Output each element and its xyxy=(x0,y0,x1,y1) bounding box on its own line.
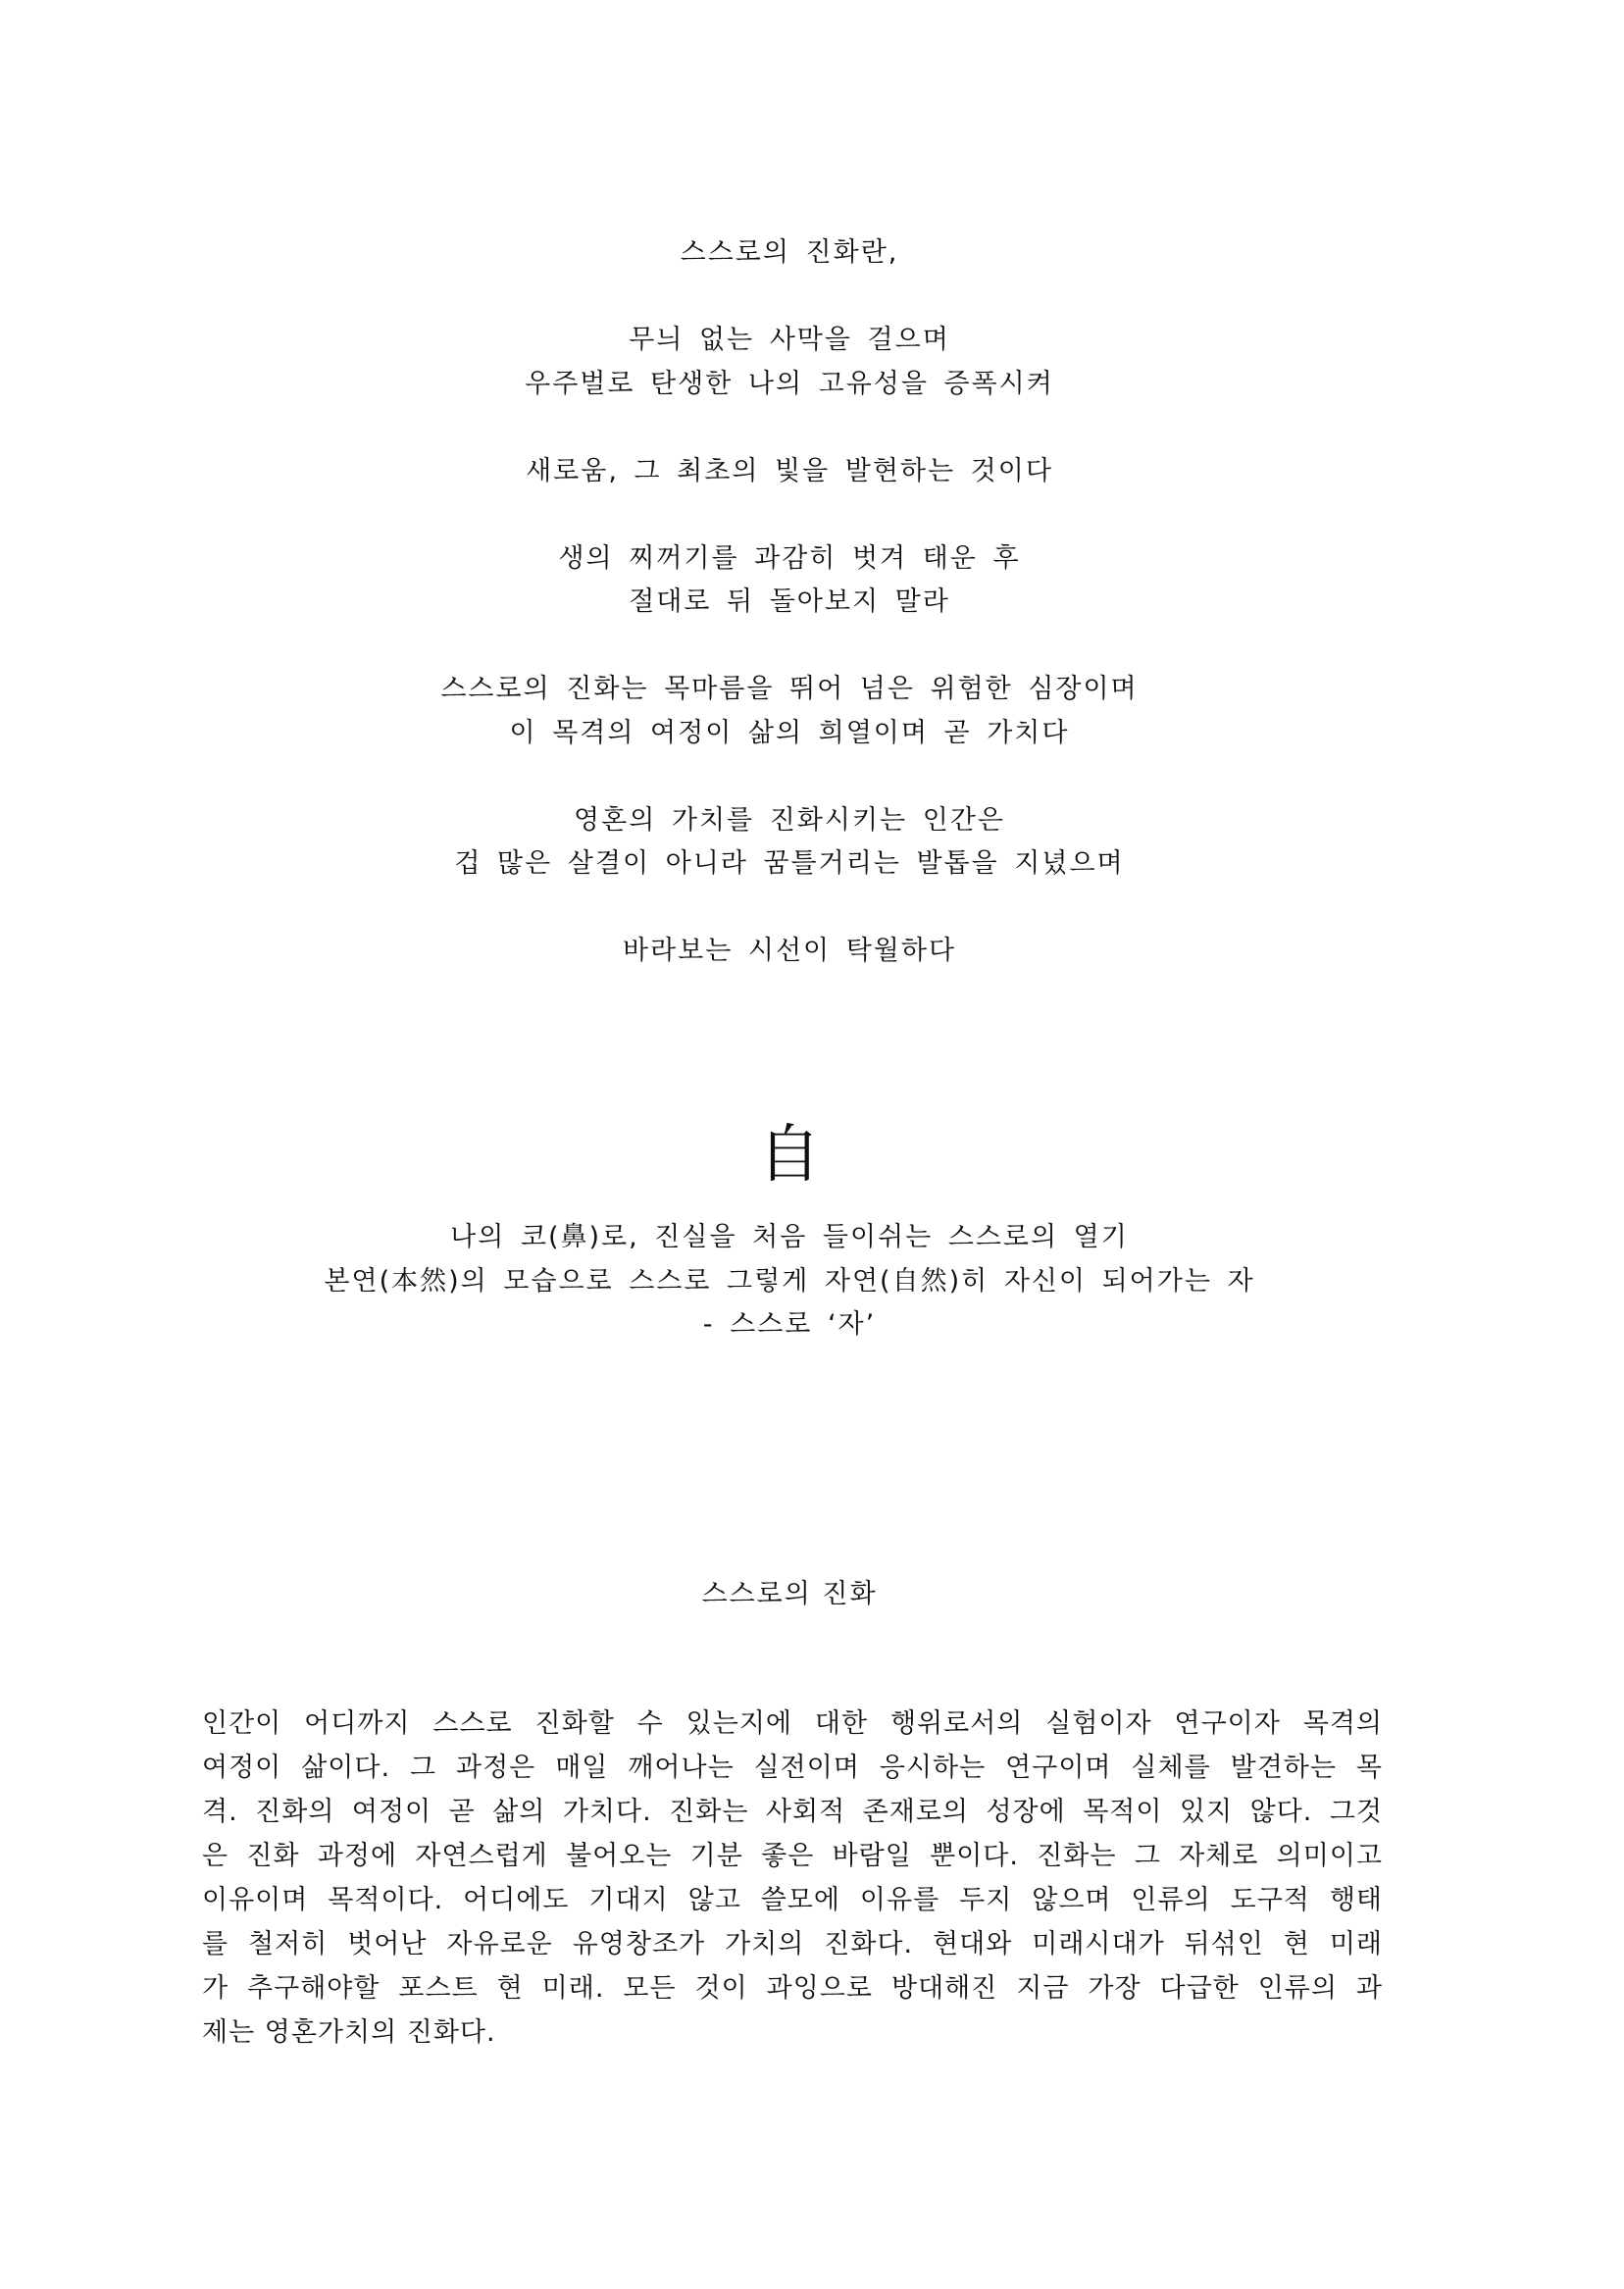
poem-line: 이 목격의 여정이 삶의 희열이며 곧 가치다 xyxy=(509,717,1070,748)
essay-line: 은 진화 과정에 자연스럽게 불어오는 기분 좋은 바람일 뿐이다. 진화는 그 자체로 의미이고 xyxy=(202,1841,1383,1871)
essay-body xyxy=(202,1702,1383,2055)
essay-line: 여정이 삶이다. 그 과정은 매일 깨어나는 실전이며 응시하는 연구이며 실체를 발견하는 목 xyxy=(202,1753,1383,1783)
poem-line: 생의 찌꺼기를 과감히 벗겨 태운 후 xyxy=(558,542,1021,574)
definition-line: - 스스로 ‘자’ xyxy=(702,1309,877,1340)
essay-line: 이유이며 목적이다. 어디에도 기대지 않고 쓸모에 이유를 두지 않으며 인류의 도구적 행태 xyxy=(202,1885,1383,1915)
definition-line: 나의 코(鼻)로, 진실을 처음 들이쉬는 스스로의 열기 xyxy=(450,1222,1129,1252)
stanza-gap xyxy=(0,887,1579,931)
poem-line: 바라보는 시선이 탁월하다 xyxy=(622,936,957,966)
essay-line: 제는 영혼가치의 진화다. xyxy=(202,2017,496,2048)
poem-line: 스스로의 진화란, xyxy=(680,237,899,268)
poem xyxy=(0,231,1579,974)
essay-line: 인간이 어디까지 스스로 진화할 수 있는지에 대한 행위로서의 실험이자 연구이자 목격의 xyxy=(202,1708,1383,1739)
hanja-definition xyxy=(0,1216,1579,1348)
hanja-character: 自 xyxy=(758,1119,821,1192)
poem-line: 스스로의 진화는 목마름을 뛰어 넘은 위험한 심장이며 xyxy=(440,674,1139,704)
stanza-gap xyxy=(0,493,1579,537)
stanza-gap xyxy=(0,755,1579,799)
poem-line: 무늬 없는 사막을 걸으며 xyxy=(629,325,950,355)
essay-line: 격. 진화의 여정이 곧 삶의 가치다. 진화는 사회적 존재로의 성장에 목적이 있지 않다. 그것 xyxy=(202,1797,1383,1827)
essay-line: 가 추구해야할 포스트 현 미래. 모든 것이 과잉으로 방대해진 지금 가장 다급한 인류의 과 xyxy=(202,1973,1383,2004)
poem-line: 우주벌로 탄생한 나의 고유성을 증폭시켜 xyxy=(525,368,1054,399)
stanza-gap xyxy=(0,625,1579,669)
poem-line: 겁 많은 살결이 아니라 꿈틀거리는 발톱을 지녔으며 xyxy=(454,848,1125,879)
poem-line: 영혼의 가치를 진화시키는 인간은 xyxy=(574,804,1005,836)
definition-line: 본연(本然)의 모습으로 스스로 그렇게 자연(自然)히 자신이 되어가는 자 xyxy=(324,1265,1255,1297)
stanza-gap xyxy=(0,276,1579,320)
essay-title: 스스로의 진화 xyxy=(701,1579,878,1609)
poem-line: 절대로 뒤 돌아보지 말라 xyxy=(629,586,950,617)
stanza-gap xyxy=(0,406,1579,450)
essay-line: 를 철저히 벗어난 자유로운 유영창조가 가치의 진화다. 현대와 미래시대가 뒤섞인 현 미래 xyxy=(202,1929,1383,1959)
poem-line: 새로움, 그 최초의 빛을 발현하는 것이다 xyxy=(526,455,1053,486)
